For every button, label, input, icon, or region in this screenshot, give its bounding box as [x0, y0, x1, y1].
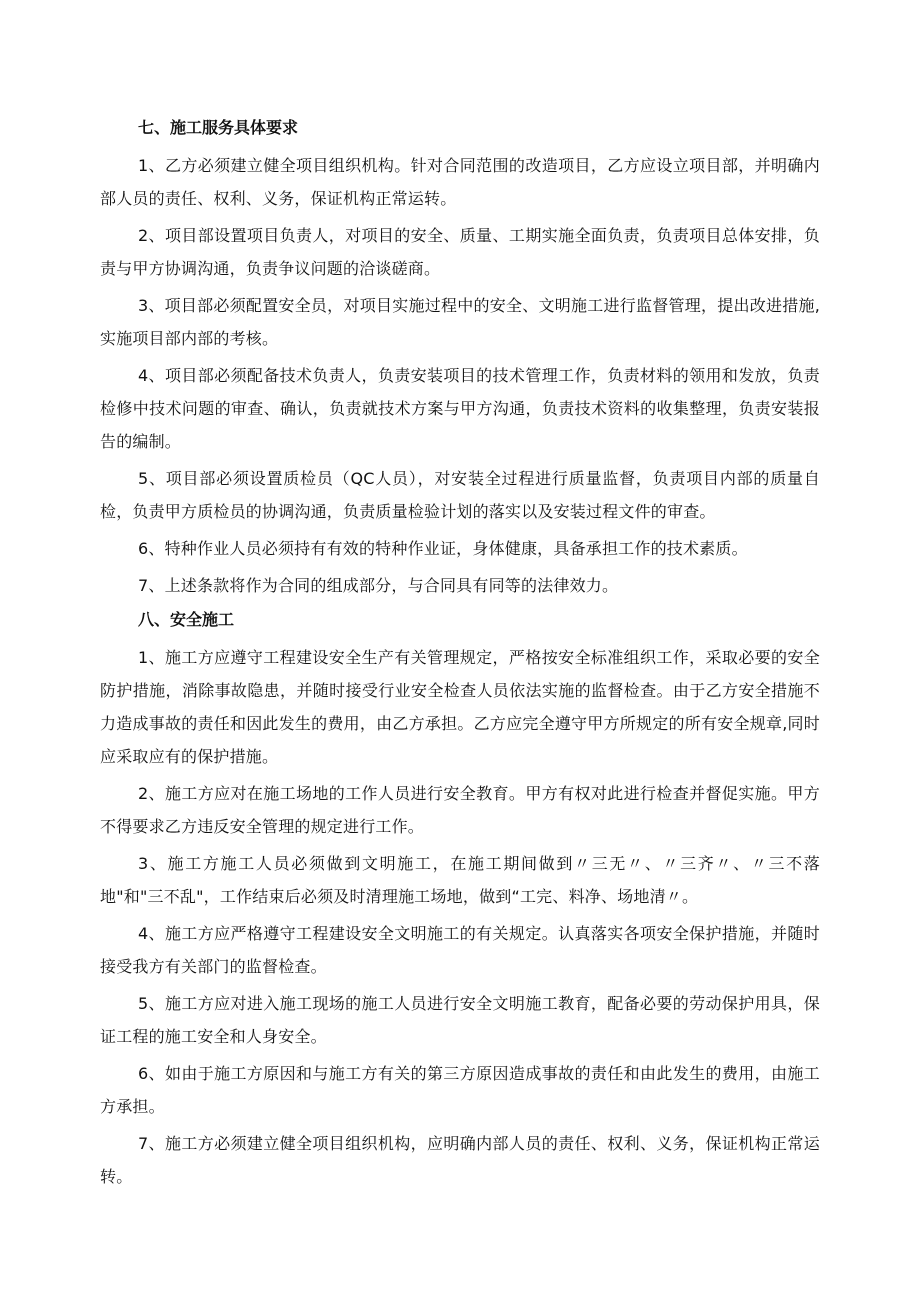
paragraph: 5、项目部必须设置质检员（QC人员），对安装全过程进行质量监督，负责项目内部的质量自检，负责甲方质检员的协调沟通，负责质量检验计划的落实以及安装过程文件的审查。: [100, 469, 820, 521]
paragraph: 3、项目部必须配置安全员，对项目实施过程中的安全、文明施工进行监督管理，提出改进措施,实施项目部内部的考核。: [100, 296, 820, 348]
paragraph: 7、上述条款将作为合同的组成部分，与合同具有同等的法律效力。: [138, 576, 619, 595]
paragraph: 4、施工方应严格遵守工程建设安全文明施工的有关规定。认真落实各项安全保护措施，并随时接受我方有关部门的监督检查。: [100, 924, 820, 976]
section-safe-construction: [100, 606, 820, 1193]
paragraph: 7、施工方必须建立健全项目组织机构，应明确内部人员的责任、权利、义务，保证机构正常运转。: [100, 1134, 820, 1186]
paragraph: 6、如由于施工方原因和与施工方有关的第三方原因造成事故的责任和由此发生的费用，由施工方承担。: [100, 1064, 820, 1116]
paragraph: 3、施工方施工人员必须做到文明施工，在施工期间做到〃三无〃、〃三齐〃、〃三不落地"和"三不乱"，工作结束后必须及时清理施工场地，做到“工完、料净、场地清〃。: [100, 854, 820, 906]
section-heading: 八、安全施工: [138, 610, 235, 629]
paragraph: 1、施工方应遵守工程建设安全生产有关管理规定，严格按安全标准组织工作，采取必要的安全防护措施，消除事故隐患，并随时接受行业安全检查人员依法实施的监督检查。由于乙方安全措施不力造成事故的责任和因此发生的费用，由乙方承担。乙方应完全遵守甲方所规定的所有安全规章,同时应采取应有的保护措施。: [100, 648, 820, 766]
paragraph: 2、施工方应对在施工场地的工作人员进行安全教育。甲方有权对此进行检查并督促实施。甲方不得要求乙方违反安全管理的规定进行工作。: [100, 784, 820, 836]
paragraph: 1、乙方必须建立健全项目组织机构。针对合同范围的改造项目，乙方应设立项目部，并明确内部人员的责任、权利、义务，保证机构正常运转。: [100, 156, 820, 208]
paragraph: 6、特种作业人员必须持有有效的特种作业证，身体健康，具备承担工作的技术素质。: [138, 539, 748, 558]
section-construction-service-requirements: [100, 114, 820, 602]
paragraph: 2、项目部设置项目负责人，对项目的安全、质量、工期实施全面负责，负责项目总体安排，负责与甲方协调沟通，负责争议问题的洽谈磋商。: [100, 226, 820, 278]
paragraph: 4、项目部必须配备技术负责人，负责安装项目的技术管理工作，负责材料的领用和发放，负责检修中技术问题的审查、确认，负责就技术方案与甲方沟通，负责技术资料的收集整理，负责安装报告的编制。: [100, 366, 820, 451]
paragraph: 5、施工方应对进入施工现场的施工人员进行安全文明施工教育，配备必要的劳动保护用具，保证工程的施工安全和人身安全。: [100, 994, 820, 1046]
section-heading: 七、施工服务具体要求: [138, 118, 299, 137]
